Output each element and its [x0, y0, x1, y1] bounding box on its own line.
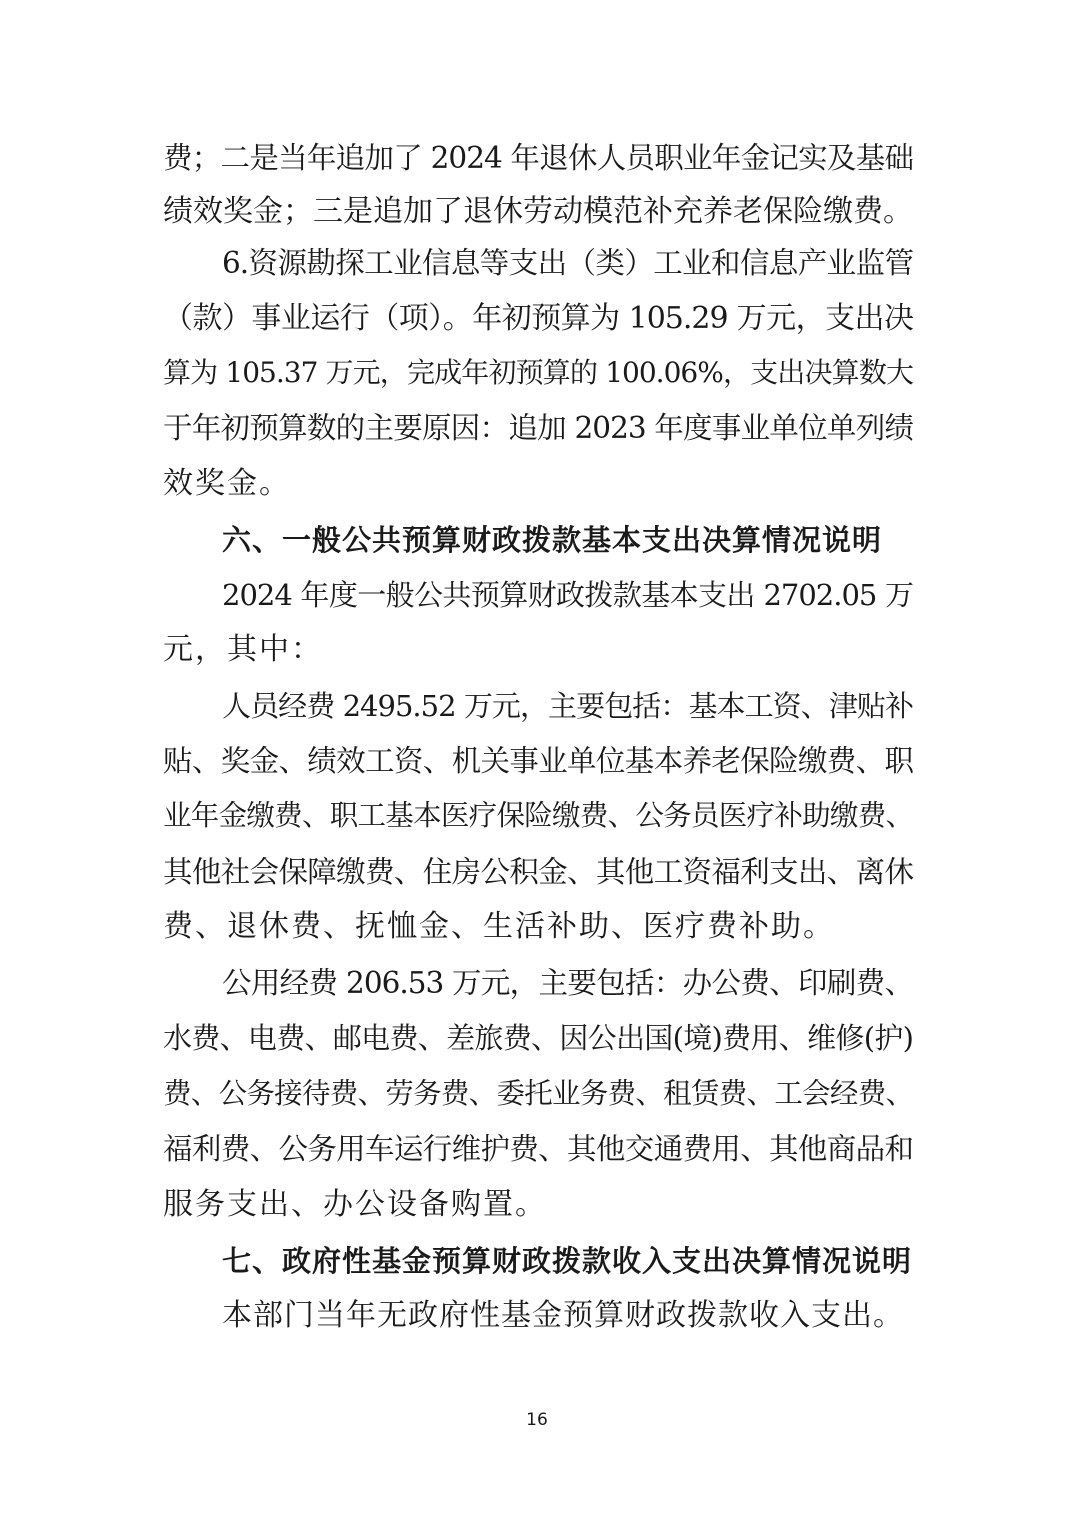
body-line: 效奖金。 — [163, 466, 291, 501]
body-line: 服务支出、办公设备购置。 — [163, 1187, 547, 1222]
body-line: 贴、奖金、绩效工资、机关事业单位基本养老保险缴费、职 — [163, 744, 913, 778]
body-line: 人员经费 2495.52 万元，主要包括：基本工资、津贴补 — [222, 689, 913, 723]
body-line: 2024 年度一般公共预算财政拨款基本支出 2702.05 万 — [222, 578, 913, 612]
section-heading: 七、政府性基金预算财政拨款收入支出决算情况说明 — [222, 1244, 913, 1278]
body-line: 绩效奖金；三是追加了退休劳动模范补充养老保险缴费。 — [163, 194, 913, 229]
section-heading: 六、一般公共预算财政拨款基本支出决算情况说明 — [222, 523, 883, 557]
body-line: 费、公务接待费、劳务费、委托业务费、租赁费、工会经费、 — [163, 1077, 913, 1110]
body-line: 于年初预算数的主要原因：追加 2023 年度事业单位单列绩 — [163, 411, 913, 445]
body-line: 其他社会保障缴费、住房公积金、其他工资福利支出、离休 — [163, 855, 913, 889]
body-line: 算为 105.37 万元，完成年初预算的 100.06%，支出决算数大 — [163, 356, 913, 389]
page-number: 16 — [526, 1410, 548, 1430]
body-line: 业年金缴费、职工基本医疗保险缴费、公务员医疗补助缴费、 — [163, 799, 913, 832]
body-line: 公用经费 206.53 万元，主要包括：办公费、印刷费、 — [222, 966, 913, 1000]
body-line: 福利费、公务用车运行维护费、其他交通费用、其他商品和 — [163, 1132, 913, 1166]
body-line: 本部门当年无政府性基金预算财政拨款收入支出。 — [222, 1298, 904, 1333]
body-line: 费；二是当年追加了 2024 年退休人员职业年金记实及基础 — [163, 141, 913, 175]
body-line: 元，其中： — [163, 632, 323, 667]
body-line: 费、退休费、抚恤金、生活补助、医疗费补助。 — [163, 909, 835, 944]
body-line: （款）事业运行（项）。年初预算为 105.29 万元，支出决 — [163, 301, 913, 336]
body-line: 6.资源勘探工业信息等支出（类）工业和信息产业监管 — [222, 246, 913, 280]
body-line: 水费、电费、邮电费、差旅费、因公出国(境)费用、维修(护) — [163, 1021, 913, 1055]
